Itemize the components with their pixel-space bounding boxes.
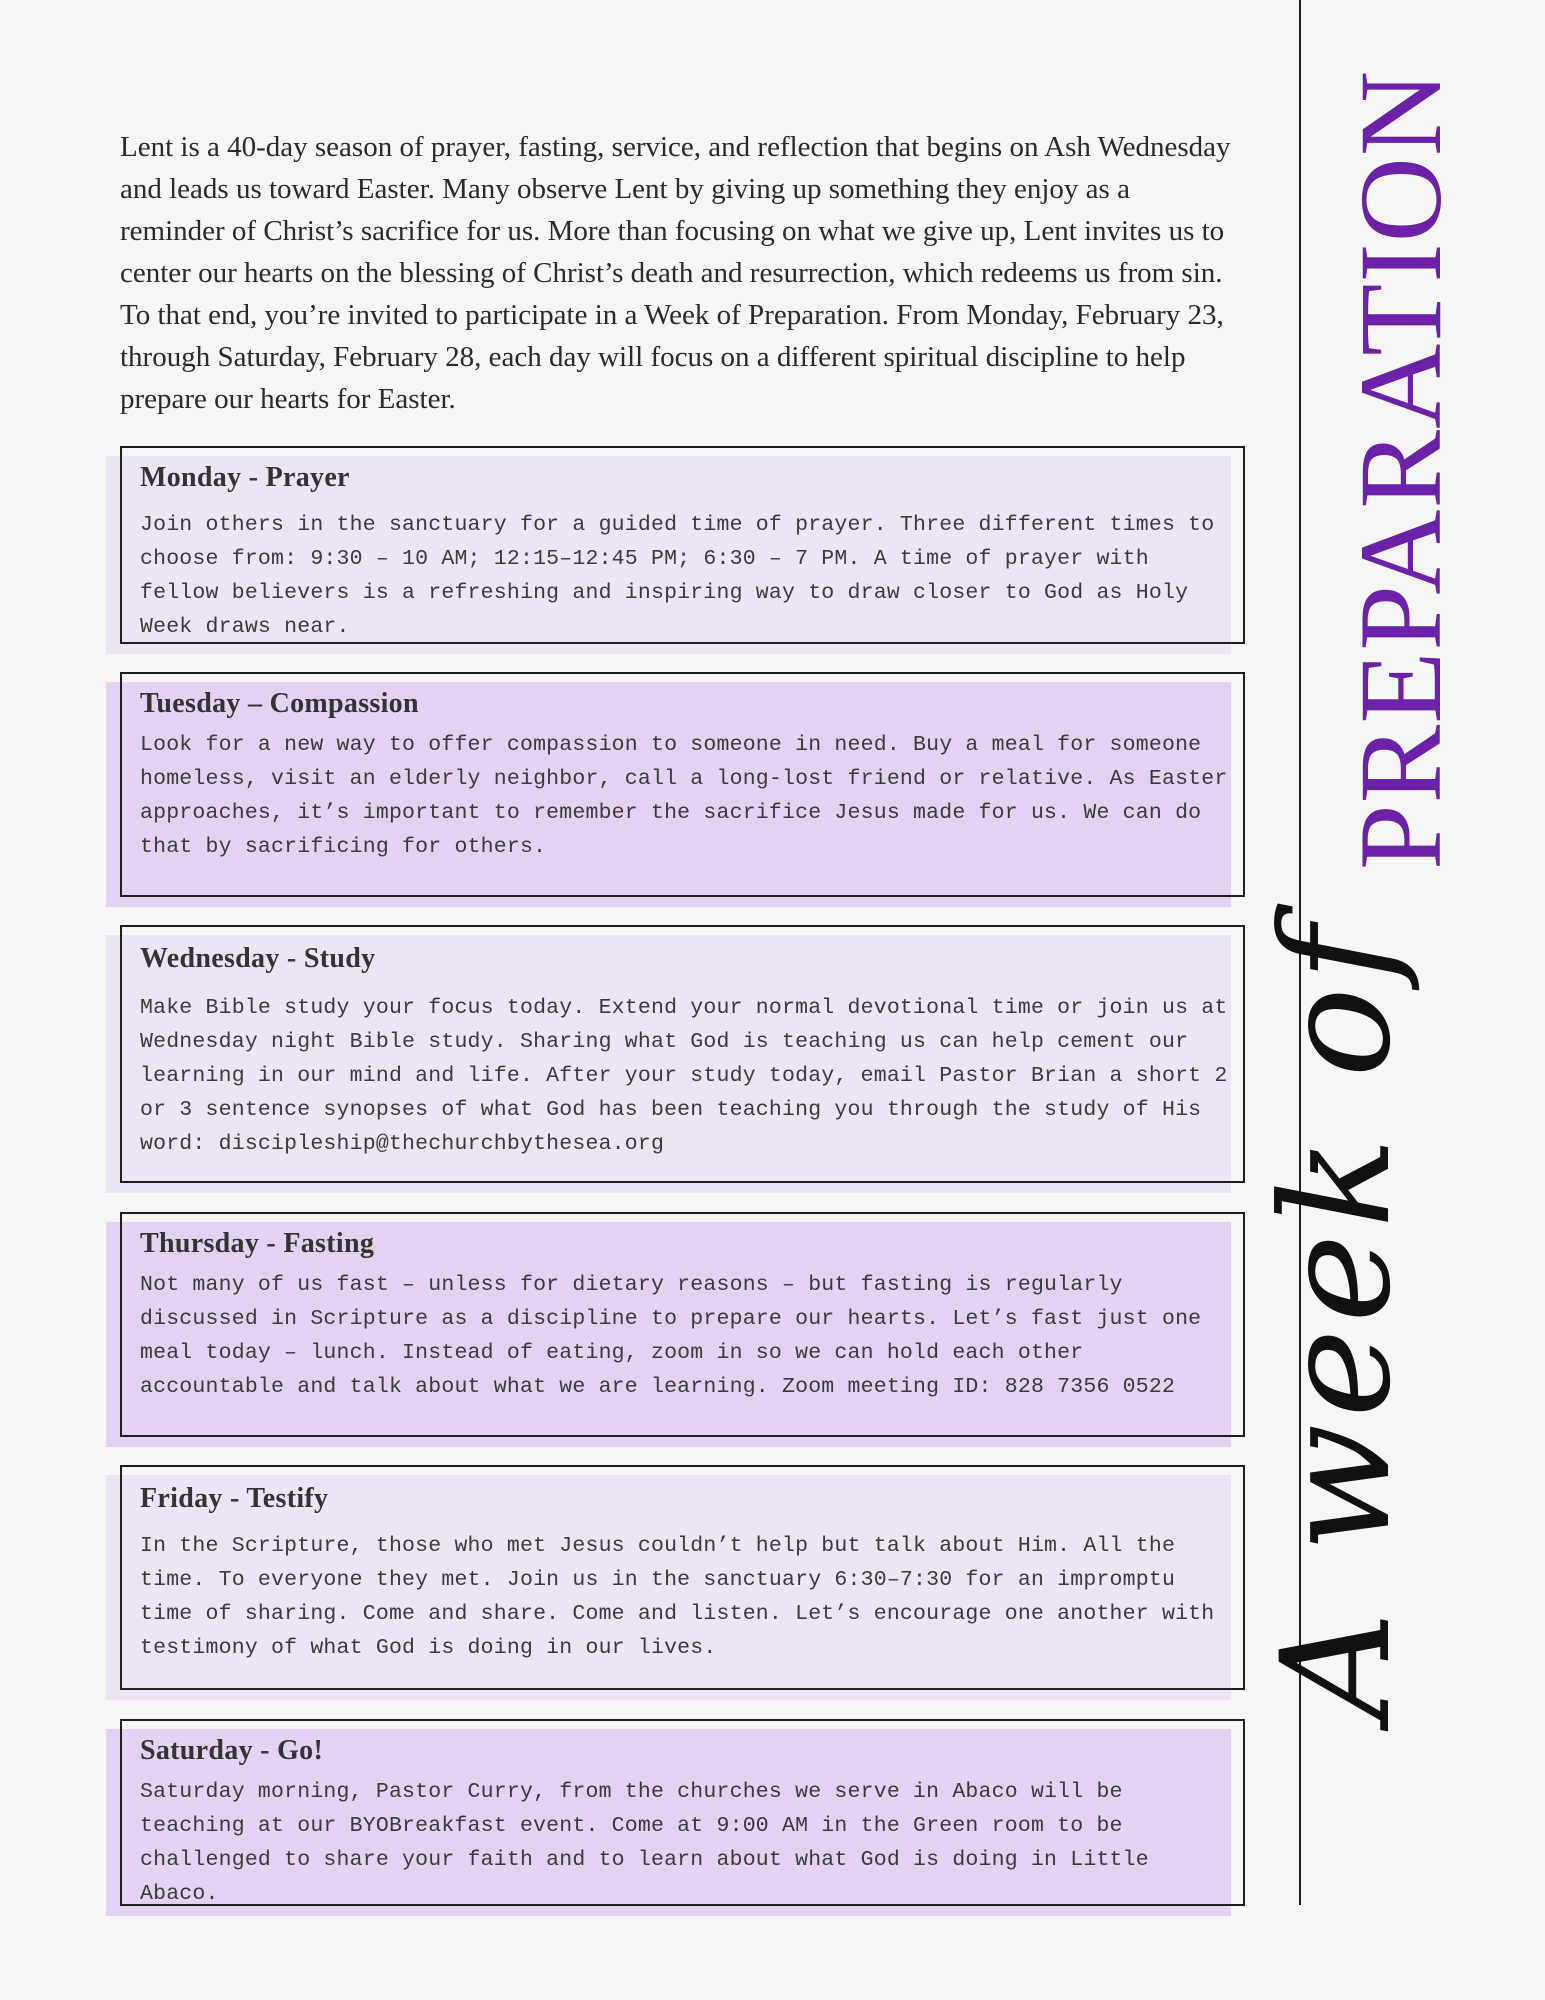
day-body: Make Bible study your focus today. Extend your normal devotional time or join us at Wednesday night Bible study. Sharing what God is teaching us can help cement our learning in our mind and life. After your study today, email Pastor Brian a short 2 or 3 sentence synopses of what God has been teaching you through the study of His word: discipleship@thechurchbythesea.org bbox=[140, 996, 1228, 1156]
day-body: Not many of us fast – unless for dietary reasons – but fasting is regularly discussed in Scripture as a discipline to prepare our hearts. Let’s fast just one meal today – lunch. Instead of eating, zoom in so we can hold each other accountable and talk about what we are learning. Zoom meeting ID: 828 7356 0522 bbox=[140, 1273, 1202, 1399]
day-title: Monday - Prayer bbox=[140, 462, 350, 493]
day-card-friday bbox=[120, 1465, 1245, 1690]
card-content bbox=[140, 1719, 1235, 1911]
day-card-monday bbox=[120, 446, 1245, 644]
day-body: Join others in the sanctuary for a guided time of prayer. Three different times to choose from: 9:30 – 10 AM; 12:15–12:45 PM; 6:30 – 7 PM. A time of prayer with fellow believers is a refreshing and inspiring way to draw closer to God as Holy Week draws near. bbox=[140, 513, 1215, 639]
card-content bbox=[140, 672, 1235, 864]
day-title: Wednesday - Study bbox=[140, 943, 376, 974]
card-content bbox=[140, 446, 1235, 644]
card-content bbox=[140, 1465, 1235, 1665]
intro-paragraph: Lent is a 40-day season of prayer, fasting, service, and reflection that begins on Ash Wednesday and leads us toward Easter. Many observe Lent by giving up something they enjoy as a reminder of Christ’s sacrifice for us. More than focusing on what we give up, Lent invites us to center our hearts on the blessing of Christ’s death and resurrection, which redeems us from sin. To that end, you’re invited to participate in a Week of Preparation. From Monday, February 23, through Saturday, February 28, each day will focus on a different spiritual discipline to help prepare our hearts for Easter. bbox=[120, 131, 1231, 415]
day-title: Thursday - Fasting bbox=[140, 1228, 375, 1259]
day-title: Friday - Testify bbox=[140, 1483, 329, 1514]
day-body: Saturday morning, Pastor Curry, from the churches we serve in Abaco will be teaching at our BYOBreakfast event. Come at 9:00 AM in the Green room to be challenged to share your faith and to learn about what God is doing in Little Abaco. bbox=[140, 1780, 1149, 1906]
card-content bbox=[140, 925, 1235, 1161]
script-title: A week of bbox=[1250, 919, 1424, 1720]
preparation-title: PREPARATION bbox=[1335, 69, 1466, 870]
day-card-tuesday bbox=[120, 672, 1245, 897]
day-title: Tuesday – Compassion bbox=[140, 688, 419, 719]
day-title: Saturday - Go! bbox=[140, 1735, 324, 1766]
card-content bbox=[140, 1212, 1235, 1404]
day-card-wednesday bbox=[120, 925, 1245, 1183]
day-body: In the Scripture, those who met Jesus couldn’t help but talk about Him. All the time. To everyone they met. Join us in the sanctuary 6:30–7:30 for an impromptu time of sharing. Come and share. Come and listen. Let’s encourage one another with testimony of what God is doing in our lives. bbox=[140, 1534, 1215, 1660]
day-card-thursday bbox=[120, 1212, 1245, 1437]
day-body: Look for a new way to offer compassion to someone in need. Buy a meal for someone homeless, visit an elderly neighbor, call a long-lost friend or relative. As Easter approaches, it’s important to remember the sacrifice Jesus made for us. We can do that by sacrificing for others. bbox=[140, 733, 1228, 859]
day-card-saturday bbox=[120, 1719, 1245, 1906]
